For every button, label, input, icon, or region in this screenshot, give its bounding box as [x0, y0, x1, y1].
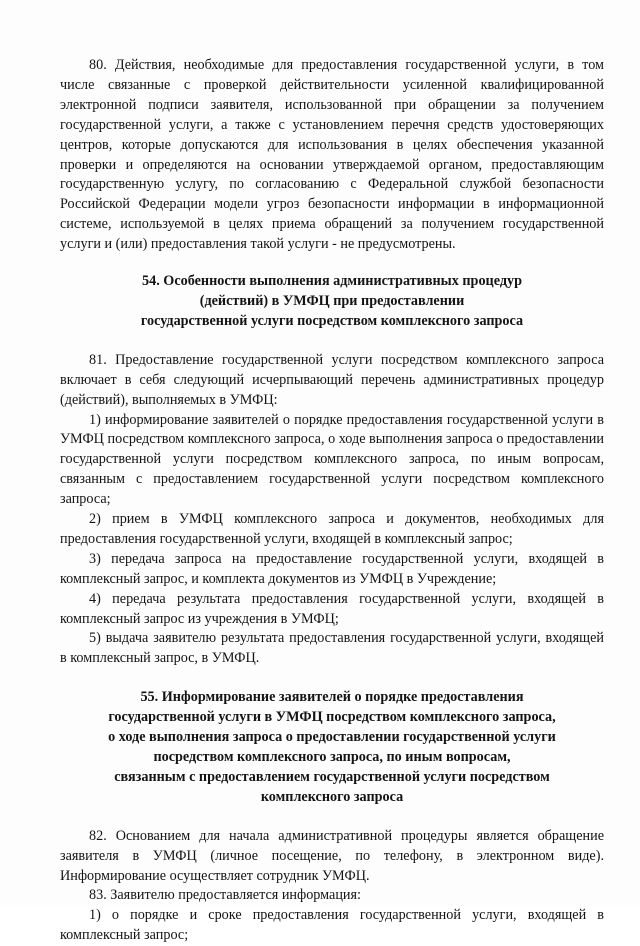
heading-line: о ходе выполнения запроса о предоставлении государственной услуги [108, 729, 556, 746]
heading-line: 54. Особенности выполнения административных процедур [142, 273, 522, 290]
heading-line: посредством комплексного запроса, по иным вопросам, [153, 749, 511, 765]
paragraph-81-item-1: 1) информирование заявителей о порядке предоставления государственной услуги в УМФЦ посредством комплексного запроса, о ходе выполнения запроса о предоставлении государственной услуги посредством комплексного запроса, по иным вопросам, связанным с предоставлением государственной услуги посредством комплексного запроса; [60, 411, 604, 508]
paragraph-83: 83. Заявителю предоставляется информация: [89, 887, 361, 904]
paragraph-82: 82. Основанием для начала административной процедуры является обращение заявителя в УМФЦ (личное посещение, по телефону, в электронном виде). Информирование осуществляет сотрудник УМФЦ. [60, 827, 604, 884]
heading-line: (действий) в УМФЦ при предоставлении [199, 292, 465, 309]
paragraph-81-item-4: 4) передача результата предоставления государственной услуги, входящей в комплексный запрос из учреждения в УМФЦ; [60, 590, 604, 627]
heading-line: 55. Информирование заявителей о порядке предоставления [140, 689, 524, 706]
paragraph-81: 81. Предоставление государственной услуги посредством комплексного запроса включает в себя следующий исчерпывающий перечень административных процедур (действий), выполняемых в УМФЦ: [60, 351, 604, 408]
heading-line: государственной услуги посредством комплексного запроса [140, 312, 524, 329]
section-heading-55 [60, 688, 604, 807]
heading-line: связанным с предоставлением государственной услуги посредством [114, 768, 550, 785]
paragraph-81-item-5: 5) выдача заявителю результата предоставления государственной услуги, входящей в комплексный запрос, в УМФЦ. [60, 630, 604, 667]
heading-line: комплексного запроса [260, 788, 404, 805]
heading-line: государственной услуги в УМФЦ посредством комплексного запроса, [108, 709, 556, 726]
paragraph-81-item-3: 3) передача запроса на предоставление государственной услуги, входящей в комплексный запрос, и комплекта документов из УМФЦ в Учреждение; [60, 550, 604, 587]
paragraph-80: 80. Действия, необходимые для предоставления государственной услуги, в том числе связанные с проверкой действительности усиленной квалифицированной электронной подписи заявителя, использованной при обращении за получением государственной услуги, а также с установлением перечня средств удостоверяющих центров, которые допускаются для использования в целях обеспечения указанной проверки и определяются на основании утверждаемой органом, предоставляющим государственную услугу, по согласованию с Федеральной службой безопасности Российской Федерации модели угроз безопасности информации в информационной системе, используемой в целях приема обращений за получением государственной услуги и (или) предоставления такой услуги - не предусмотрены. [60, 57, 604, 253]
document-body [60, 56, 604, 946]
paragraph-83-item-1: 1) о порядке и сроке предоставления государственной услуги, входящей в комплексный запрос; [60, 907, 604, 944]
section-heading-54 [60, 272, 604, 332]
paragraph-81-item-2: 2) прием в УМФЦ комплексного запроса и документов, необходимых для предоставления государственной услуги, входящей в комплексный запрос; [60, 511, 604, 547]
